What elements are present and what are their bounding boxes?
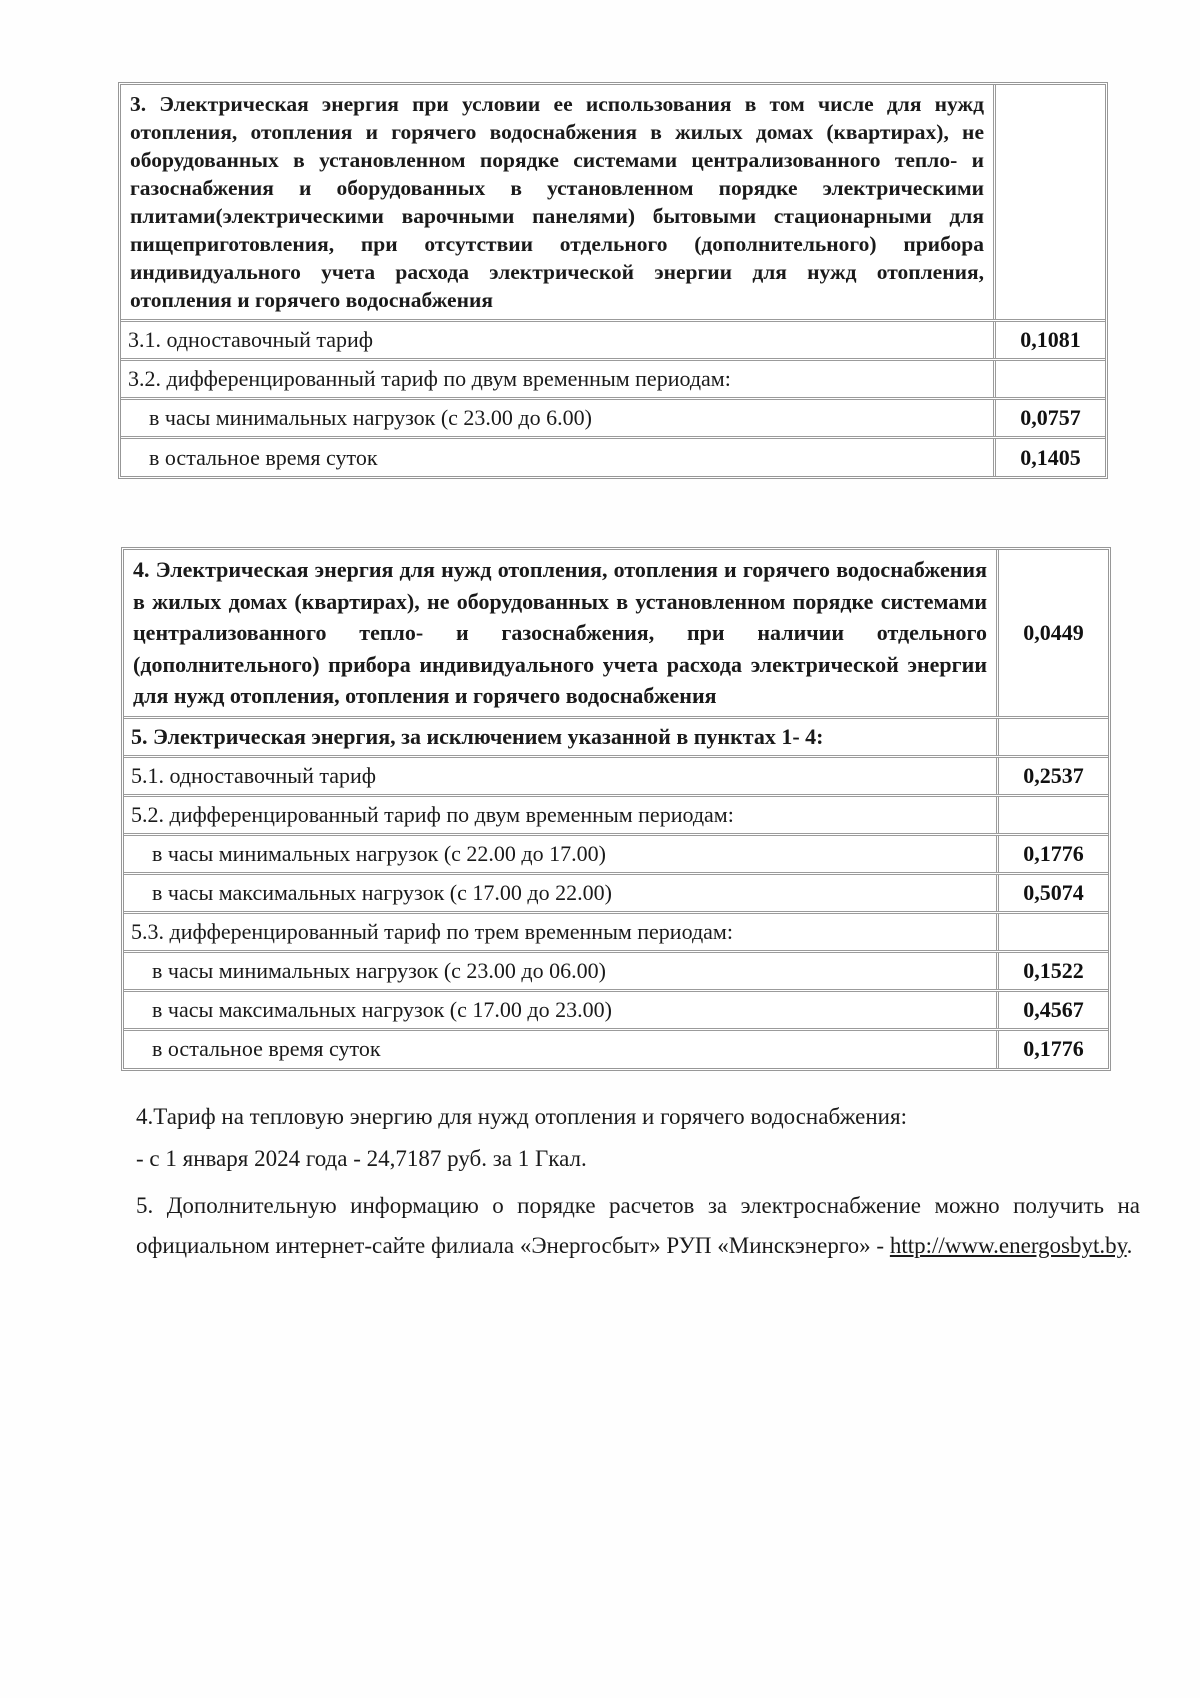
heat-tariff-title: 4.Тариф на тепловую энергию для нужд отопления и горячего водоснабжения:	[136, 1104, 907, 1129]
tariff-label: 3. Электрическая энергия при условии ее использования в том числе для нужд отопления, отопления и горячего водоснабжения в жилых домах (квартирах), не оборудованных в установленном порядке системами централизованного тепло- и газоснабжения и оборудованных в установленном порядке электрическими плитами(электрическими варочными панелями) бытовыми стационарными для пищеприготовления, при отсутствии отдельного (дополнительного) прибора индивидуального учета расхода электрической энергии для нужд отопления, отопления и горячего водоснабжения	[130, 92, 984, 312]
tariff-table-electricity-3	[118, 82, 1108, 479]
table-row	[121, 85, 1105, 322]
tariff-label: в часы минимальных нагрузок (с 23.00 до 06.00)	[152, 957, 606, 983]
tariff-label: 3.1. одноставочный тариф	[128, 327, 374, 352]
tariff-value: 0,4567	[996, 992, 1108, 1028]
table-row	[124, 719, 1108, 758]
tariff-label: 4. Электрическая энергия для нужд отопления, отопления и горячего водоснабжения в жилых домах (квартирах), не оборудованных в установленном порядке системами централизованного тепло- и газоснабжения, при наличии отдельного (дополнительного) прибора индивидуального учета расхода электрической энергии для нужд отопления, отопления и горячего водоснабжения	[133, 557, 987, 708]
tariff-value	[996, 914, 1108, 950]
heat-tariff-note	[136, 1096, 1066, 1180]
tariff-table-electricity-4-5	[121, 547, 1111, 1071]
tariff-value: 0,1081	[993, 322, 1105, 358]
table-row	[121, 361, 1105, 400]
table-row	[124, 1031, 1108, 1068]
table-row	[124, 992, 1108, 1031]
table-row	[121, 400, 1105, 439]
tariff-value: 0,1405	[993, 439, 1105, 476]
info-note	[136, 1186, 1140, 1266]
table-row	[124, 550, 1108, 719]
tariff-label: 5. Электрическая энергия, за исключением указанной в пунктах 1- 4:	[131, 723, 824, 749]
tariff-value: 0,5074	[996, 875, 1108, 911]
table-row	[124, 914, 1108, 953]
tariff-label: 3.2. дифференцированный тариф по двум временным периодам:	[128, 366, 731, 391]
tariff-value	[993, 361, 1105, 397]
heat-tariff-value: - с 1 января 2024 года - 24,7187 руб. за 1 Гкал.	[136, 1146, 587, 1171]
tariff-label: в часы минимальных нагрузок (с 22.00 до 17.00)	[152, 840, 606, 866]
table-row	[121, 322, 1105, 361]
tariff-label: 5.1. одноставочный тариф	[131, 762, 377, 788]
tariff-value	[996, 797, 1108, 833]
tariff-value: 0,2537	[996, 758, 1108, 794]
info-note-period: .	[1126, 1233, 1133, 1258]
table-row	[124, 797, 1108, 836]
tariff-value: 0,0757	[993, 400, 1105, 436]
table-row	[124, 875, 1108, 914]
tariff-label: в остальное время суток	[149, 444, 378, 470]
tariff-label: в часы максимальных нагрузок (с 17.00 до 23.00)	[152, 996, 612, 1022]
table-row	[124, 953, 1108, 992]
tariff-value: 0,1776	[996, 836, 1108, 872]
table-row	[124, 758, 1108, 797]
tariff-value: 0,1776	[996, 1031, 1108, 1068]
tariff-label: 5.2. дифференцированный тариф по двум временным периодам:	[131, 801, 734, 827]
energosbyt-link: http://www.energosbyt.by	[889, 1233, 1127, 1258]
tariff-value: 0,0449	[996, 550, 1108, 716]
tariff-value	[993, 85, 1105, 319]
tariff-label: в часы минимальных нагрузок (с 23.00 до 6.00)	[149, 405, 592, 430]
tariff-value: 0,1522	[996, 953, 1108, 989]
tariff-value	[996, 719, 1108, 755]
info-note-text: 5. Дополнительную информацию о порядке расчетов за электроснабжение можно получить на официальном интернет-сайте филиала «Энергосбыт» РУП «Минскэнерго» -	[136, 1193, 1140, 1258]
tariff-label: в часы максимальных нагрузок (с 17.00 до 22.00)	[152, 879, 612, 905]
tariff-label: 5.3. дифференцированный тариф по трем временным периодам:	[131, 918, 733, 944]
table-row	[121, 439, 1105, 476]
tariff-label: в остальное время суток	[152, 1036, 381, 1061]
table-row	[124, 836, 1108, 875]
